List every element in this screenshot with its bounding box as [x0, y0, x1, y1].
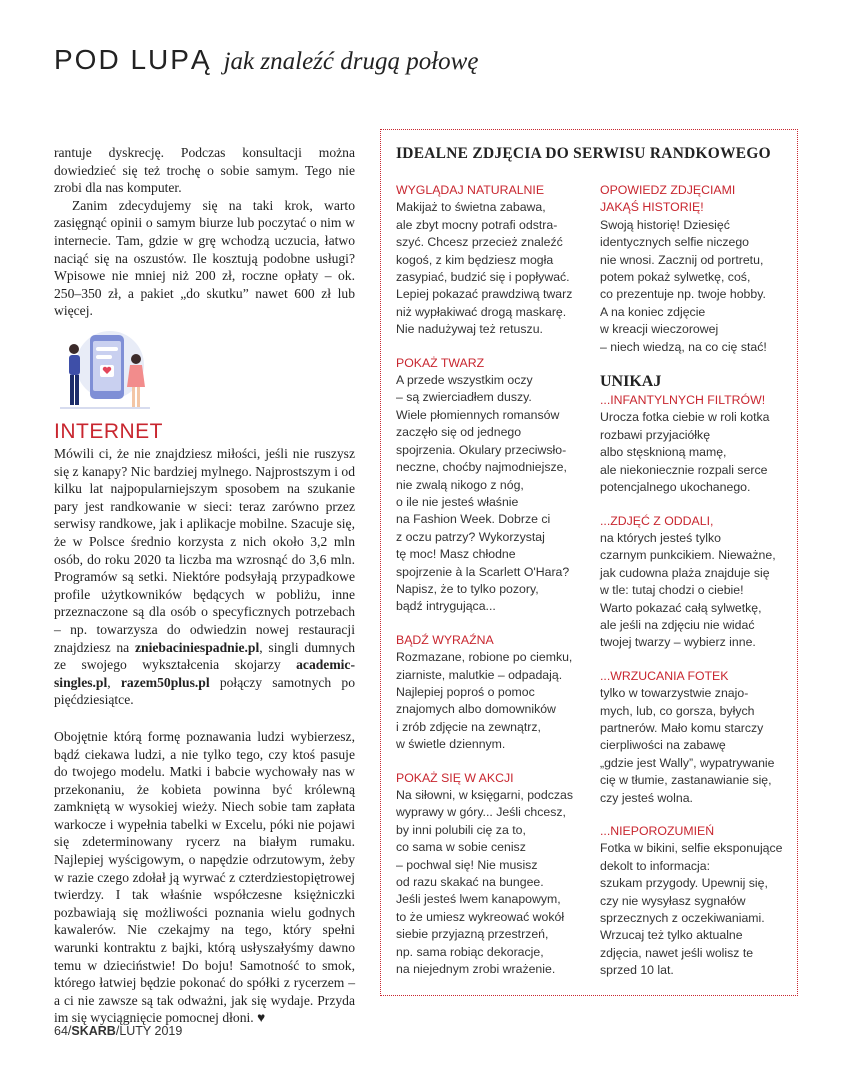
woman-figure: [131, 354, 141, 364]
sidebar-section-line: zasypiać, budzić się i popływać.: [396, 270, 570, 285]
sidebar-section-line: zdjęcia, nawet jeśli wolisz te: [600, 945, 754, 960]
sidebar-section-line: tę moc! Masz chłodne: [396, 547, 516, 562]
magazine-brand: SKARB: [71, 1024, 116, 1038]
sidebar-section-line: neczne, choćby najmodniejsze,: [396, 460, 567, 475]
sidebar-title: IDEALNE ZDJĘCIA DO SERWISU RANDKOWEGO: [396, 145, 771, 162]
man-figure: [69, 344, 79, 354]
sidebar-section: [396, 355, 586, 616]
sidebar-section-line: „gdzie jest Wally”, wypatrywanie: [600, 755, 775, 770]
sidebar-section-line: Fotka w bikini, selfie eksponujące: [600, 841, 783, 856]
internet-paragraph-2: Obojętnie którą formę poznawania ludzi wybierzesz, bądź ciekawa ludzi, a nie tylko tego, czy ktoś pasuje do twojego modelu. Matki i babcie wychowały nas w przekonaniu, że kobieta powinna być królewną zamkniętą w wysokiej wieży. Niech sobie tam zapłata warkocze i wypełnia tabelki w Excelu, póki nie pojawi się zdeterminowany rycerz na białym rumaku. Najlepiej wyścigowym, o napędzie odrzutowym, żeby w razie czego zdołał ją wyrwać z czterdziestopiętrowej twierdzy. I tak właśnie współczesne księżniczki pozbawiają się możliwości poznania wielu godnych kawalerów. Nie czekajmy na tego, który spełni warunki kontraktu z bajki, którą usłyszałyśmy dawno temu w dzieciństwie! Do boju! Samotność to smok, którego łatwiej będzie pokonać do spółki z rycerzem – a ci nie zawsze są tak odważni, jak się wydaje. Przyda im się wyciągnięcie pomocnej dłoni. ♥: [54, 728, 355, 1026]
sidebar-section-line: Napisz, że to tylko pozory,: [396, 581, 539, 596]
sidebar-section-line: Urocza fotka ciebie w roli kotka: [600, 410, 770, 425]
sidebar-section-title: POKAŻ TWARZ: [396, 355, 485, 370]
sidebar-section-line: sprzed 10 lat.: [600, 963, 674, 978]
sidebar-section-line: w świetle dziennym.: [396, 737, 506, 752]
sidebar-section-line: siebie przyjazną przestrzeń,: [396, 927, 549, 942]
sidebar-section-line: bądź intrygująca...: [396, 599, 496, 614]
sidebar-section-line: sprzecznych z oczekiwaniami.: [600, 911, 765, 926]
sidebar-section: [600, 182, 790, 356]
sidebar-section-line: na których jesteś tylko: [600, 530, 721, 545]
sidebar-section-line: rozbawi przyjaciółkę: [600, 427, 711, 442]
sidebar-section-line: szukam przygody. Upewnij się,: [600, 876, 768, 891]
sidebar-section-title: ...WRZUCANIA FOTEK: [600, 668, 729, 683]
sidebar-section-line: A na koniec zdjęcie: [600, 304, 706, 319]
sidebar-section-line: czarnym punkcikiem. Nieważne,: [600, 548, 776, 563]
sidebar-section-line: i zrób zdjęcie na zewnątrz,: [396, 719, 541, 734]
sidebar-section-title: JAKĄŚ HISTORIĘ!: [600, 200, 704, 215]
sidebar-section-line: nie zwalą nikogo z nóg,: [396, 477, 524, 492]
sidebar-section-title: OPOWIEDZ ZDJĘCIAMI: [600, 183, 736, 197]
sidebar-section-line: wyprawy w góry... Jeśli chcesz,: [396, 805, 566, 820]
internet-heading: INTERNET: [54, 420, 163, 443]
sidebar-section-line: – są zwierciadłem duszy.: [396, 390, 532, 405]
sidebar-section-line: z oczu patrzy? Wykorzystaj: [396, 529, 545, 544]
sidebar-section-line: od razu skakać na bungee.: [396, 875, 544, 890]
sidebar-section-title: ...NIEPOROZUMIEŃ: [600, 824, 715, 838]
sidebar-section-line: mych, lub, co gorsza, byłych: [600, 703, 755, 718]
sidebar-section-line: czy jesteś wolna.: [600, 790, 693, 805]
sidebar-section-line: Warto pokazać całą sylwetkę,: [600, 600, 762, 615]
sidebar-section-line: spojrzenia. Okulary przeciwsło-: [396, 442, 567, 457]
sidebar-section-line: zaczęło się od jednego: [396, 425, 522, 440]
sidebar-section-line: spojrzenie à la Scarlett O'Hara?: [396, 564, 570, 579]
p1-comma: ,: [107, 674, 121, 690]
sidebar-section-line: ale niekoniecznie rozpali serce: [600, 462, 768, 477]
sidebar-section-line: znajomych albo domowników: [396, 702, 556, 717]
sidebar-section-line: o ile nie jesteś właśnie: [396, 494, 519, 509]
sidebar-section-line: albo stęsknioną mamę,: [600, 445, 727, 460]
sidebar-section: [600, 668, 790, 807]
page-number: 64/: [54, 1024, 72, 1038]
internet-paragraph-1: [54, 445, 355, 709]
sidebar-section-line: nie wnosi. Zacznij od portretu,: [600, 252, 764, 267]
sidebar-section-line: w kreacji wieczorowej: [600, 322, 719, 337]
sidebar-section-line: na Fashion Week. Dobrze ci: [396, 512, 551, 527]
dating-app-illustration: [60, 325, 150, 413]
sidebar-section-line: dekolt to informacja:: [600, 858, 711, 873]
internet-column: [54, 445, 355, 1027]
intro-paragraph-1: rantuje dyskrecję. Podczas konsultacji można dowiedzieć się też trochę o sobie samym. Tego nie zrobi dla nas komputer.: [54, 145, 355, 196]
sidebar-section-title: WYGLĄDAJ NATURALNIE: [396, 183, 545, 197]
sidebar-section-line: tylko w towarzystwie znajo-: [600, 686, 749, 701]
issue-date: /LUTY 2019: [115, 1024, 183, 1038]
sidebar-section-line: identycznych selfie niczego: [600, 235, 750, 250]
sidebar-section-line: ale zbyt mocny potrafi odstra-: [396, 217, 558, 232]
intro-column: [54, 144, 355, 320]
sidebar-section-line: Wrzucaj też tylko aktualne: [600, 928, 743, 943]
sidebar-section: [600, 823, 790, 980]
page-header: [54, 44, 478, 76]
p1-text-b: , singli dumnych ze swojego wykształcenia skojarzy: [54, 639, 355, 673]
sidebar-section-line: niż wypłakiwać drogą maskarę.: [396, 304, 567, 319]
sidebar-section-line: jak cudowna plaża znajduje się: [600, 565, 770, 580]
sidebar-section-title: BĄDŹ WYRAŹNA: [396, 632, 494, 647]
sidebar-section-line: – pochwal się! Nie musisz: [396, 857, 538, 872]
sidebar-section-line: Makijaż to świetna zabawa,: [396, 200, 546, 215]
sidebar-section-line: Najlepiej poproś o pomoc: [396, 684, 535, 699]
sidebar-section-line: ziarniste, malutkie – odpadają.: [396, 667, 563, 682]
sidebar-section-line: np. sama robiąc dekoracje,: [396, 944, 544, 959]
sidebar-section-line: by inni polubili cię za to,: [396, 822, 526, 837]
sidebar-section-line: czy nie wysyłasz sygnałów: [600, 893, 746, 908]
sidebar-section-line: potem pokaż sylwetkę, coś,: [600, 270, 751, 285]
sidebar-section-line: potencjalnego ukochanego.: [600, 480, 751, 495]
sidebar-section-title: ...INFANTYLNYCH FILTRÓW!: [600, 393, 766, 408]
sidebar-section-line: Nie nadużywaj też retuszu.: [396, 322, 543, 337]
avoid-heading: UNIKAJ: [600, 373, 662, 391]
sidebar-section-line: twojej twarzy – wybierz inne.: [600, 635, 756, 650]
sidebar-section: [396, 182, 586, 339]
section-subtitle: jak znaleźć drugą połowę: [223, 48, 479, 75]
sidebar-column-2: [600, 182, 790, 996]
sidebar-section-line: A przede wszystkim oczy: [396, 373, 533, 388]
sidebar-section-line: cię w tłumie, zastanawianie się,: [600, 773, 772, 788]
sidebar-section-line: – niech wiedzą, na co cię stać!: [600, 339, 767, 354]
sidebar-section-line: Swoją historię! Dziesięć: [600, 217, 730, 232]
sidebar-section-line: w tle: tutaj chodzi o ciebie!: [600, 583, 744, 598]
sidebar-section: [396, 770, 586, 979]
sidebar-section-line: Jeśli jesteś lwem kanapowym,: [396, 892, 561, 907]
sidebar-section: [600, 392, 790, 496]
sidebar-section-line: Lepiej pokazać prawdziwą twarz: [396, 287, 573, 302]
sidebar-section-line: na niejednym zrobi wrażenie.: [396, 962, 556, 977]
site-academic-singles: academic-singles.pl: [54, 657, 355, 690]
page-footer: [54, 1024, 182, 1038]
sidebar-section-line: co sama w sobie cenisz: [396, 840, 526, 855]
sidebar-section-line: Na siłowni, w księgarni, podczas: [396, 788, 574, 802]
sidebar-section-title: ...ZDJĘĆ Z ODDALI,: [600, 513, 714, 528]
sidebar-section-line: co prezentuje np. twoje hobby.: [600, 287, 766, 302]
sidebar-section-line: Wiele płomiennych romansów: [396, 407, 560, 422]
sidebar-section: [600, 513, 790, 652]
sidebar-section-line: kogoś, z kim będziesz mogła: [396, 252, 554, 267]
site-zniebaciniespadnie: zniebaciniespadnie.pl: [134, 639, 260, 655]
sidebar-section-line: cierpliwości na zabawę: [600, 738, 726, 753]
p1-text-a: Mówili ci, że nie znajdziesz miłości, jeśli nie ruszysz się z kanapy? Nic bardziej mylnego. Najprostszym i od kilku lat najpopularniejszym sposobem na szukanie pary jest randkowanie w sieci: teraz zarówno przez serwisy randkowe, jak i aplikacje mobilne. Szacuje się, że w Polsce średnio korzysta z nich około 3,2 mln osób, do roku 2020 ta liczba ma wzrosnąć do 3,6 mln. Programów są setki. Niektóre podsyłają przypadkowe profile użytkowników będących w pobliżu, inne przeznaczone są dla osób o specyficznych potrzebach – np. towarzysza do odwiedzin nowej restauracji znajdziesz na: [54, 446, 355, 655]
sidebar-section: [396, 632, 586, 754]
site-razem50plus: razem50plus.pl: [120, 674, 210, 690]
sidebar-section-line: to że umiesz wykreować wokół: [396, 909, 565, 924]
sidebar-section-title: POKAŻ SIĘ W AKCJI: [396, 770, 514, 785]
sidebar-section-line: Rozmazane, robione po ciemku,: [396, 650, 573, 665]
p1-text-c: połączy samotnych po pięćdziesiątce.: [54, 674, 356, 708]
sidebar-section-line: szyć. Chcesz przecież znaleźć: [396, 235, 563, 250]
sidebar-section-line: partnerów. Mało komu starczy: [600, 720, 764, 735]
intro-paragraph-2: Zanim zdecydujemy się na taki krok, warto zasięgnąć opinii o samym biurze lub poczytać o nim w internecie. Tam, gdzie w grę wchodzą uczucia, łatwo naciąć się na oszustów. Ile kosztują podobne usługi? Wpisowe nie mniej niż 200 zł, roczne opłaty – ok. 250–350 zł, a pakiet „do skutku” nawet 600 zł lub więcej.: [54, 197, 355, 319]
section-title: POD LUPĄ: [54, 44, 212, 75]
sidebar-column-1: [396, 182, 586, 994]
sidebar-section-line: ale jeśli na zdjęciu nie widać: [600, 617, 755, 632]
